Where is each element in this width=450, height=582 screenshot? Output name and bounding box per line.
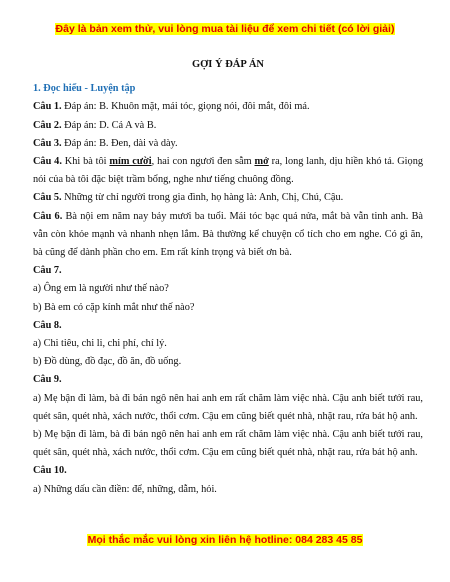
answer-label: Câu 3. bbox=[33, 137, 62, 149]
answer-text: , hai con ngươi đen sẫm bbox=[151, 156, 255, 168]
preview-notice-banner bbox=[0, 23, 450, 35]
answer-9a: a) Mẹ bận đi làm, bà đi bán ngô nên hai anh em rất chăm làm việc nhà. Cậu anh biết tưới rau, quét sân, quét nhà, xách nước, thổi cơm. Cậu em cũng biết quét nhà, nhặt rau, rửa bát hộ anh. bbox=[33, 392, 423, 422]
answer-10-label: Câu 10. bbox=[33, 465, 67, 477]
answer-6 bbox=[33, 208, 423, 263]
hotline-banner bbox=[0, 534, 450, 546]
answer-1 bbox=[33, 98, 423, 116]
answer-9-label: Câu 9. bbox=[33, 374, 62, 386]
answer-10a: a) Những dấu cần điền: để, những, dẫm, hỏi. bbox=[33, 483, 217, 495]
section-heading: 1. Đọc hiểu - Luyện tập bbox=[33, 83, 136, 95]
underlined-word: mở bbox=[254, 156, 269, 168]
answer-text: Đáp án: B. Đen, dài và dày. bbox=[61, 137, 178, 149]
answer-9b: b) Mẹ bận đi làm, bà đi bán ngô nên hai anh em rất chăm làm việc nhà. Cậu anh biết tưới rau, quét sân, quét nhà, xách nước, thổi cơm. Cậu em cũng biết quét nhà, nhặt rau, rửa bát hộ anh. bbox=[33, 429, 423, 459]
answer-label: Câu 1. bbox=[33, 101, 62, 113]
answer-text: Bà nội em năm nay bảy mươi ba tuổi. Mái tóc bạc quá nửa, mắt bà vẫn tinh anh. Bà vẫn còn khỏe mạnh và nhanh nhẹn lắm. Bà thường kể chuyện cổ tích cho em nghe. Có gì ăn, bà cũng để dành phần cho em. Em rất kính trọng và biết ơn bà. bbox=[33, 210, 424, 259]
answer-4 bbox=[33, 153, 423, 189]
answer-text: Đáp án: B. Khuôn mặt, mái tóc, giọng nói, đôi mắt, đôi má. bbox=[61, 101, 310, 113]
preview-notice-text: Đây là bản xem thử, vui lòng mua tài liệu để xem chi tiết (có lời giải) bbox=[55, 23, 395, 35]
answer-7b: b) Bà em có cặp kính mắt như thế nào? bbox=[33, 301, 195, 313]
hotline-text: Mọi thắc mắc vui lòng xin liên hệ hotline: 084 283 45 85 bbox=[87, 534, 363, 546]
answer-label: Câu 4. bbox=[33, 156, 62, 168]
answer-text: ra, long lanh, dịu hiền khó tả. Giọng nói của bà tôi đặc biệt trầm bổng, nghe như tiếng chuông đồng. bbox=[33, 156, 423, 186]
answer-8b: b) Đồ dùng, đồ đạc, đồ ăn, đồ uống. bbox=[33, 356, 182, 368]
answer-8a: a) Chi tiêu, chi li, chi phí, chí lý. bbox=[33, 338, 167, 350]
answer-7a: a) Ông em là người như thế nào? bbox=[33, 283, 169, 295]
answer-document bbox=[33, 56, 423, 499]
page-title: GỢI Ý ĐÁP ÁN bbox=[191, 59, 265, 70]
underlined-word: mỉm cười bbox=[109, 156, 152, 168]
answer-2 bbox=[33, 117, 423, 135]
answer-5 bbox=[33, 189, 423, 207]
answer-7-label: Câu 7. bbox=[33, 265, 62, 277]
answer-text: Khi bà tôi bbox=[61, 156, 110, 168]
answer-label: Câu 6. bbox=[33, 210, 63, 222]
answer-8-label: Câu 8. bbox=[33, 319, 62, 331]
answer-3 bbox=[33, 135, 423, 153]
answer-text: Đáp án: D. Cả A và B. bbox=[61, 119, 157, 131]
answer-label: Câu 5. bbox=[33, 192, 62, 204]
answer-label: Câu 2. bbox=[33, 119, 62, 131]
answer-text: Những từ chỉ người trong gia đình, họ hàng là: Anh, Chị, Chú, Cậu. bbox=[61, 192, 344, 204]
